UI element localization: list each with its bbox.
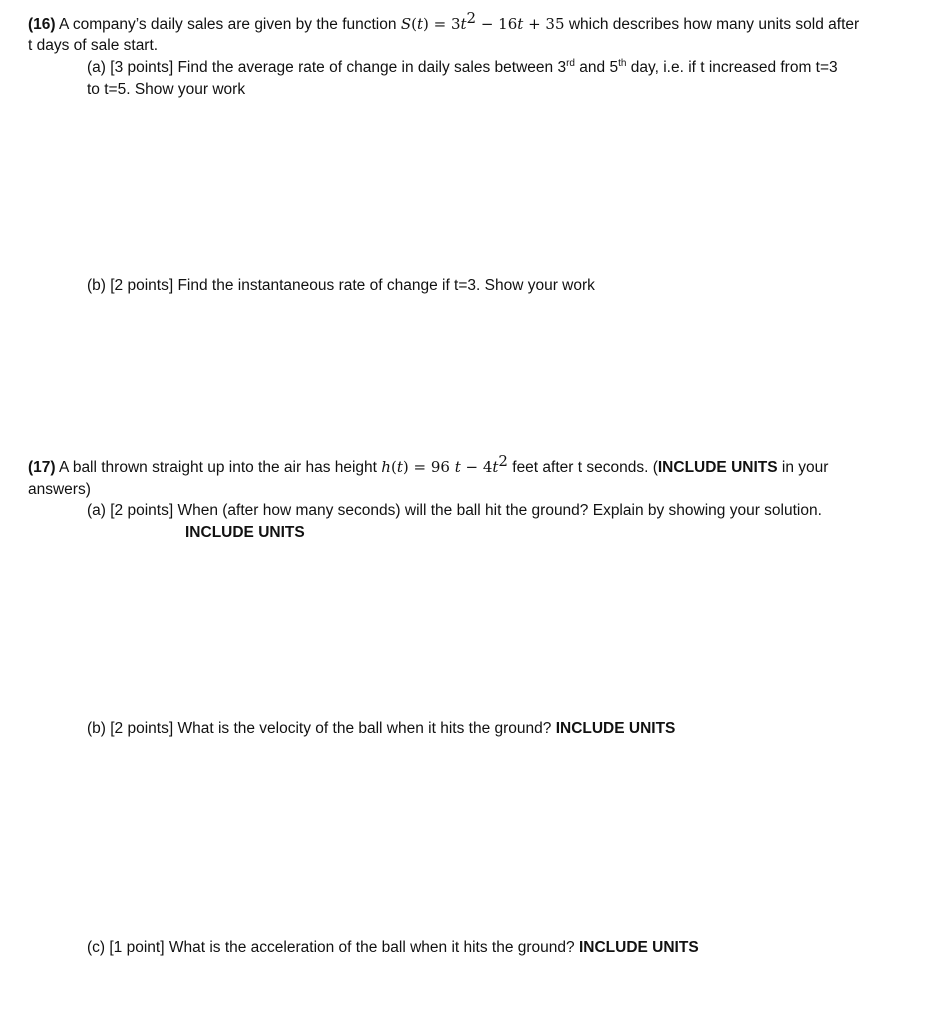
q16-intro-after: which describes how many units sold after <box>564 16 860 33</box>
q17a-units: INCLUDE UNITS <box>185 524 305 541</box>
q16-term-t2: t <box>517 15 524 33</box>
q16-intro-line2: t days of sale start. <box>28 37 159 54</box>
q16a-sup-rd: rd <box>566 58 575 69</box>
q16a-sup-th: th <box>618 58 627 69</box>
q16b-text: (b) [2 points] Find the instantaneous rate of change if t=3. Show your work <box>87 277 595 294</box>
q16-plus: + 35 <box>523 15 565 33</box>
q16-equals: = 3 <box>428 15 461 33</box>
q16a-text: [3 points] Find the average rate of change in daily sales between 3 <box>105 59 567 76</box>
q16a-text-after: day, i.e. if t increased from t=3 <box>626 59 838 76</box>
q17-intro-after: feet after t seconds. ( <box>507 459 658 476</box>
q17-number: (17) <box>28 459 56 476</box>
q16-intro-line1 <box>28 9 860 35</box>
q17-intro-line1 <box>28 452 829 478</box>
q16-minus: − 16 <box>476 15 518 33</box>
q17-exponent: 2 <box>498 452 508 470</box>
q17-intro-end: in your <box>777 459 829 476</box>
q17b-text: (b) [2 points] What is the velocity of the ball when it hits the ground? <box>87 720 556 737</box>
q16-term-t1: t <box>460 15 467 33</box>
q16a-line1 <box>87 58 838 78</box>
q16-func-name: S <box>400 15 412 33</box>
q17-minus: − 4 <box>460 458 493 476</box>
q16-exponent: 2 <box>466 9 477 27</box>
q17c-line <box>87 938 699 958</box>
q16a-line2: to t=5. Show your work <box>87 81 246 98</box>
q16-number: (16) <box>28 16 56 33</box>
q17a-text: (a) [2 points] When (after how many seconds) will the ball hit the ground? Explain by showing your solution. <box>87 502 822 519</box>
q17c-units: INCLUDE UNITS <box>578 939 699 956</box>
q17-intro-text: A ball thrown straight up into the air has height <box>55 459 382 476</box>
q17-term-t2: t <box>492 458 499 476</box>
q17-paren-close: ) <box>402 458 409 476</box>
q16a-text-mid: and 5 <box>575 59 619 76</box>
q16-paren-open: ( <box>411 15 417 33</box>
q16-intro-text: A company’s daily sales are given by the function <box>55 16 401 33</box>
q17-term-t1: t <box>454 458 461 476</box>
q17-func-name: h <box>381 458 391 476</box>
q17c-text: (c) [1 point] What is the acceleration of the ball when it hits the ground? <box>87 939 579 956</box>
q17b-units: INCLUDE UNITS <box>555 720 676 737</box>
q17-paren-open: ( <box>390 458 397 476</box>
q16-func-var: t <box>416 15 423 33</box>
q16-paren-close: ) <box>422 15 429 33</box>
q17-intro-line2: answers) <box>28 481 91 498</box>
q17-include-units: INCLUDE UNITS <box>657 459 778 476</box>
q16a-label: (a) <box>87 59 106 76</box>
q17b-line <box>87 719 675 739</box>
q17-equals: = 96 <box>408 458 455 476</box>
q17-func-var: t <box>396 458 403 476</box>
